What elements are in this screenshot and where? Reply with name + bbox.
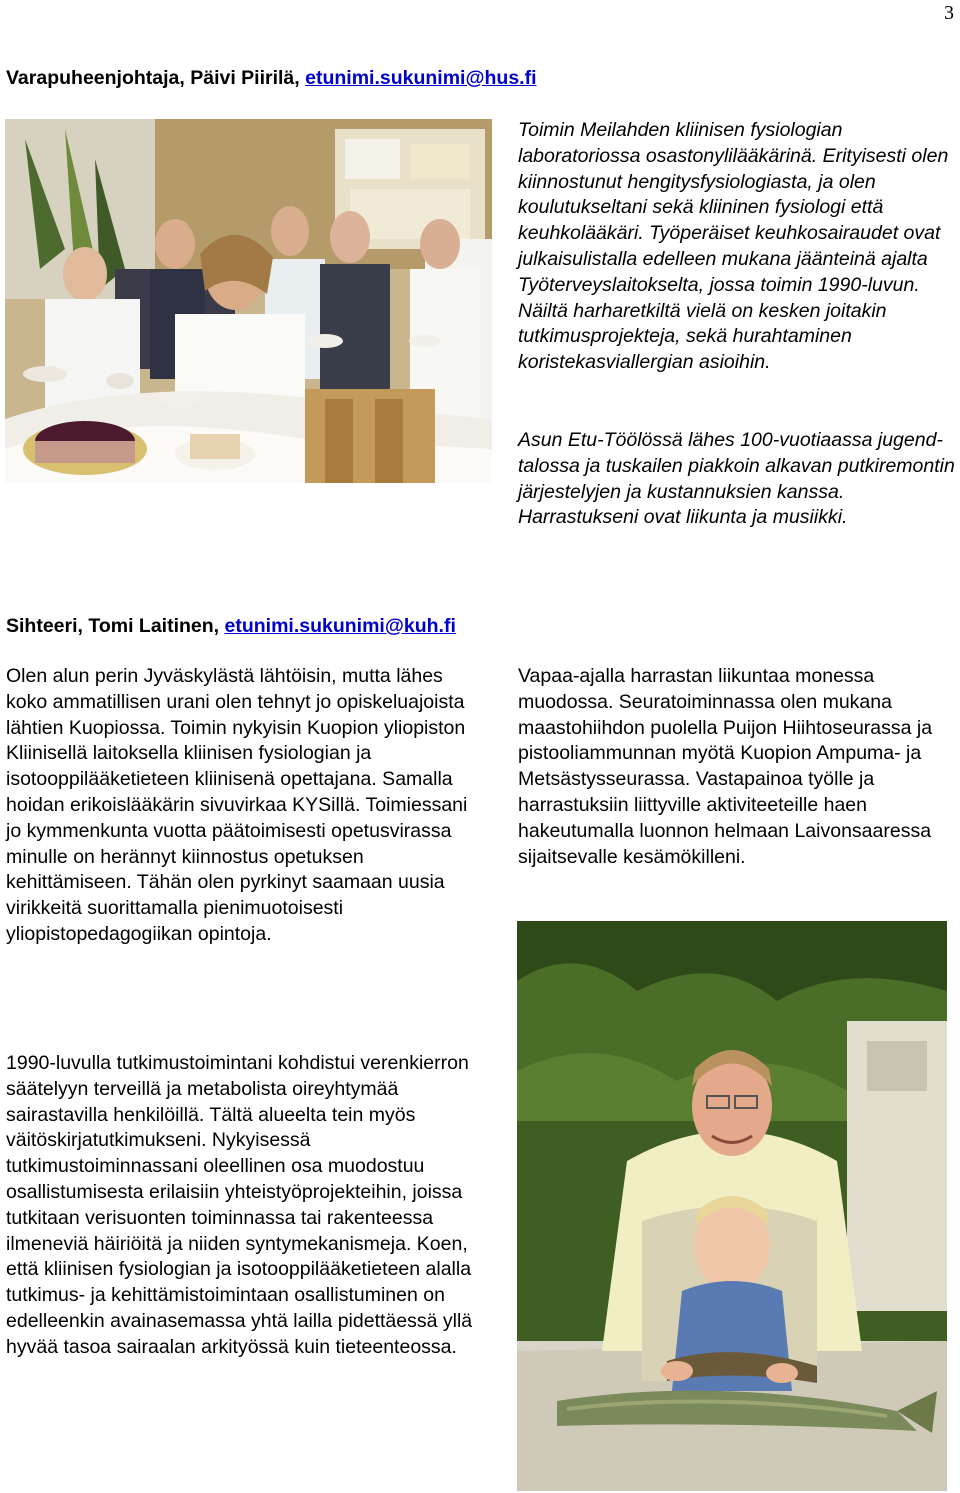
email-link[interactable]: etunimi.sukunimi@kuh.fi xyxy=(224,615,456,637)
page-number: 3 xyxy=(944,2,954,24)
hobbies-paragraph: Vapaa-ajalla harrastan liikuntaa monessa muodossa. Seuratoiminnassa olen mukana maastohiihdon puolella Puijon Hiihtoseurassa ja pistooliammunnan myötä Kuopion Ampuma- ja Metsästysseurassa. Vastapainoa työlle ja harrastuksiin liittyville aktiviteeteille haen hakeutumalla luonnon helmaan Laivonsaaressa sijaitsevalle kesämökilleni. xyxy=(518,665,933,868)
group-photo xyxy=(5,119,492,483)
fishing-photo xyxy=(517,921,947,1491)
intro-paragraph-2: Asun Etu-Töölössä lähes 100-vuotiaassa jugend-talossa ja tuskailen piakkoin alkavan putkiremontin järjestelyjen ja kustannuksien kanssa. Harrastukseni ovat liikunta ja musiikki. xyxy=(518,429,955,529)
intro-paragraph-1: Toimin Meilahden kliinisen fysiologian laboratoriossa osastonylilääkärinä. Erityisesti olen kiinnostunut hengitysfysiologiasta, ja olen koulutukseltani sekä kliininen fysiologi että keuhkolääkäri. Työperäiset keuhkosairaudet ovat julkaisulistalla edelleen mukana jäänteinä ajalta Työterveyslaitokselta, jossa toimin 1990-luvun. Näiltä harharetkiltä vielä on kesken joitakin tutkimusprojekteja, sekä hurahtaminen koristekasviallergian asioihin. xyxy=(518,119,949,374)
section-heading-secretary xyxy=(6,614,456,638)
section-heading-vice-chair xyxy=(6,66,537,90)
heading-title: Varapuheenjohtaja, Päivi Piirilä, xyxy=(6,67,306,89)
heading-title: Sihteeri, Tomi Laitinen, xyxy=(6,615,225,637)
bio-paragraph-1: Olen alun perin Jyväskylästä lähtöisin, mutta lähes koko ammatillisen urani olen tehnyt jo opiskeluajoista lähtien Kuopiossa. Toimin nykyisin Kuopion yliopiston Kliinisellä laitoksella kliinisen fysiologian ja isotooppilääketieteen kliinisenä opettajana. Samalla hoidan erikoislääkärin sivuvirkaa KYSillä. Toimiessani jo kymmenkunta vuotta päätoimisesti opetusvirassa minulle on herännyt kiinnostus opetuksen kehittämiseen. Tähän olen pyrkinyt saamaan uusia virikkeitä suorittamalla pienimuotoisesti yliopistopedagogiikan opintoja. xyxy=(6,665,468,945)
bio-paragraph-2: 1990-luvulla tutkimustoimintani kohdistui verenkierron säätelyyn terveillä ja metabolista oireyhtymää sairastavilla henkilöillä. Tältä alueelta tein myös väitöskirjatutkimukseni. Nykyisessä tutkimustoiminnassani oleellinen osa muodostuu osallistumisesta erilaisiin yhteistyöprojekteihin, joissa tutkitaan verisuonten toiminnassa tai rakenteessa ilmeneviä häiriöitä ja niiden syntymekanismeja. Koen, että kliinisen fysiologian ja isotooppilääketieteen alalla tutkimus- ja kehittämistoimintaan osallistuminen on edelleenkin avainasemassa yhtä lailla pidettäessä yllä hyvää tasoa sairaalan arkityössä kuin tieteenteossa. xyxy=(6,1052,473,1358)
email-link[interactable]: etunimi.sukunimi@hus.fi xyxy=(305,67,537,89)
